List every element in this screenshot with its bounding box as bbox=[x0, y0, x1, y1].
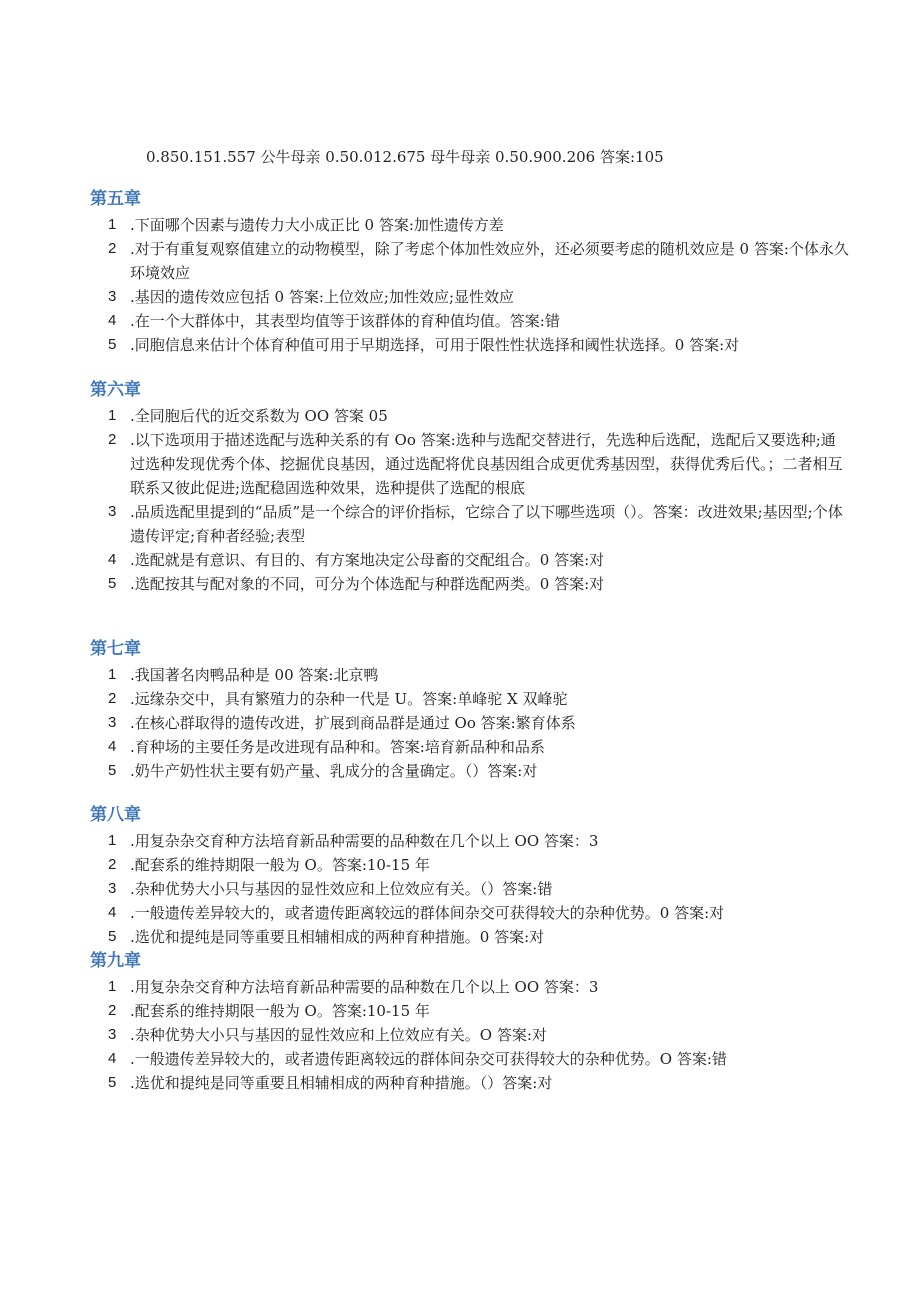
question-item bbox=[90, 759, 850, 783]
question-number: 5 bbox=[108, 1074, 117, 1091]
question-text: .品质选配里提到的“品质”是一个综合的评价指标，它综合了以下哪些选项（）。答案：改进效果;基因型;个体遗传评定;育种者经验;表型 bbox=[130, 503, 843, 545]
question-number: 3 bbox=[108, 503, 117, 520]
question-item bbox=[90, 213, 850, 237]
chapter-7 bbox=[90, 637, 850, 783]
top-line-text: 0.850.151.557 公牛母亲 0.50.012.675 母牛母亲 0.50.900.206 答案:105 bbox=[146, 148, 664, 166]
question-number: 5 bbox=[108, 928, 117, 945]
question-text: .杂种优势大小只与基因的显性效应和上位效应有关。O 答案:对 bbox=[130, 1026, 547, 1044]
question-number: 1 bbox=[108, 832, 117, 849]
question-text: .选优和提纯是同等重要且相辅相成的两种育种措施。0 答案:对 bbox=[130, 928, 545, 946]
question-text: .选优和提纯是同等重要且相辅相成的两种育种措施。（）答案:对 bbox=[130, 1074, 553, 1092]
question-item bbox=[90, 572, 850, 596]
question-item bbox=[90, 877, 850, 901]
question-number: 4 bbox=[108, 738, 117, 755]
chapter-title: 第八章 bbox=[90, 805, 141, 825]
question-number: 4 bbox=[108, 312, 117, 329]
question-item bbox=[90, 1071, 850, 1095]
question-number: 3 bbox=[108, 714, 117, 731]
question-item bbox=[90, 901, 850, 925]
question-number: 2 bbox=[108, 856, 117, 873]
question-item bbox=[90, 333, 850, 357]
question-item bbox=[90, 999, 850, 1023]
question-list bbox=[90, 975, 850, 1095]
question-item bbox=[90, 500, 850, 548]
question-text: .杂种优势大小只与基因的显性效应和上位效应有关。（）答案:错 bbox=[130, 880, 553, 898]
question-text: .选配按其与配对象的不同，可分为个体选配与种群选配两类。0 答案:对 bbox=[130, 575, 605, 593]
question-item bbox=[90, 735, 850, 759]
question-number: 5 bbox=[108, 575, 117, 592]
chapter-title: 第六章 bbox=[90, 380, 141, 400]
question-text: .用复杂杂交育种方法培育新品种需要的品种数在几个以上 OO 答案：3 bbox=[130, 832, 599, 850]
question-item bbox=[90, 925, 850, 949]
question-text: .我国著名肉鸭品种是 00 答案:北京鸭 bbox=[130, 666, 379, 684]
question-text: .一般遗传差异较大的，或者遗传距离较远的群体间杂交可获得较大的杂种优势。O 答案:错 bbox=[130, 1050, 727, 1068]
question-text: .育种场的主要任务是改进现有品种和。答案:培育新品种和品系 bbox=[130, 738, 545, 756]
question-number: 3 bbox=[108, 880, 117, 897]
question-item bbox=[90, 428, 850, 500]
question-number: 5 bbox=[108, 336, 117, 353]
question-item bbox=[90, 975, 850, 999]
question-number: 4 bbox=[108, 551, 117, 568]
question-text: .选配就是有意识、有目的、有方案地决定公母畜的交配组合。0 答案:对 bbox=[130, 551, 605, 569]
question-list bbox=[90, 213, 850, 357]
question-item bbox=[90, 687, 850, 711]
question-text: .配套系的维持期限一般为 O。答案:10-15 年 bbox=[130, 1002, 430, 1020]
chapter-9 bbox=[90, 949, 850, 1095]
question-number: 1 bbox=[108, 407, 117, 424]
question-number: 2 bbox=[108, 690, 117, 707]
question-text: .一般遗传差异较大的，或者遗传距离较远的群体间杂交可获得较大的杂种优势。0 答案:对 bbox=[130, 904, 725, 922]
question-number: 2 bbox=[108, 240, 117, 257]
question-item bbox=[90, 853, 850, 877]
question-text: .远缘杂交中，具有繁殖力的杂种一代是 U。答案:单峰驼 X 双峰驼 bbox=[130, 690, 568, 708]
question-item bbox=[90, 829, 850, 853]
question-text: .用复杂杂交育种方法培育新品种需要的品种数在几个以上 OO 答案：3 bbox=[130, 978, 599, 996]
question-number: 5 bbox=[108, 762, 117, 779]
question-number: 1 bbox=[108, 978, 117, 995]
question-number: 4 bbox=[108, 904, 117, 921]
question-text: .以下选项用于描述选配与选种关系的有 Oo 答案:选种与选配交替进行，先选种后选配，选配后又要选种;通过选种发现优秀个体、挖掘优良基因，通过选配将优良基因组合成更优秀基因型，获得优秀后代。；二者相互联系又彼此促进;选配稳固选种效果，选种提供了选配的根底 bbox=[130, 431, 843, 497]
question-item bbox=[90, 404, 850, 428]
question-text: .下面哪个因素与遗传力大小成正比 0 答案:加性遗传方差 bbox=[130, 216, 504, 234]
question-list bbox=[90, 663, 850, 783]
question-item bbox=[90, 663, 850, 687]
question-number: 4 bbox=[108, 1050, 117, 1067]
question-number: 1 bbox=[108, 216, 117, 233]
question-text: .配套系的维持期限一般为 O。答案:10-15 年 bbox=[130, 856, 430, 874]
chapter-5 bbox=[90, 187, 850, 357]
question-list bbox=[90, 404, 850, 596]
question-number: 2 bbox=[108, 431, 117, 448]
question-list bbox=[90, 829, 850, 949]
question-number: 1 bbox=[108, 666, 117, 683]
question-text: .全同胞后代的近交系数为 OO 答案 05 bbox=[130, 407, 388, 425]
chapter-title: 第五章 bbox=[90, 189, 141, 209]
question-item bbox=[90, 237, 850, 285]
chapter-8 bbox=[90, 803, 850, 949]
question-text: .基因的遗传效应包括 0 答案:上位效应;加性效应;显性效应 bbox=[130, 288, 515, 306]
question-item bbox=[90, 711, 850, 735]
question-number: 2 bbox=[108, 1002, 117, 1019]
question-number: 3 bbox=[108, 1026, 117, 1043]
chapter-6 bbox=[90, 378, 850, 596]
question-text: .在一个大群体中，其表型均值等于该群体的育种值均值。答案:错 bbox=[130, 312, 560, 330]
question-item bbox=[90, 285, 850, 309]
question-item bbox=[90, 309, 850, 333]
chapter-title: 第七章 bbox=[90, 639, 141, 659]
question-text: .同胞信息来估计个体育种值可用于早期选择，可用于限性性状选择和阈性状选择。0 答案:对 bbox=[130, 336, 740, 354]
question-item bbox=[90, 548, 850, 572]
chapter-title: 第九章 bbox=[90, 951, 141, 971]
question-item bbox=[90, 1023, 850, 1047]
question-text: .对于有重复观察值建立的动物模型，除了考虑个体加性效应外，还必须要考虑的随机效应是 0 答案:个体永久环境效应 bbox=[130, 240, 849, 282]
question-text: .在核心群取得的遗传改进，扩展到商品群是通过 Oo 答案:繁育体系 bbox=[130, 714, 576, 732]
question-item bbox=[90, 1047, 850, 1071]
question-number: 3 bbox=[108, 288, 117, 305]
question-text: .奶牛产奶性状主要有奶产量、乳成分的含量确定。（）答案:对 bbox=[130, 762, 538, 780]
